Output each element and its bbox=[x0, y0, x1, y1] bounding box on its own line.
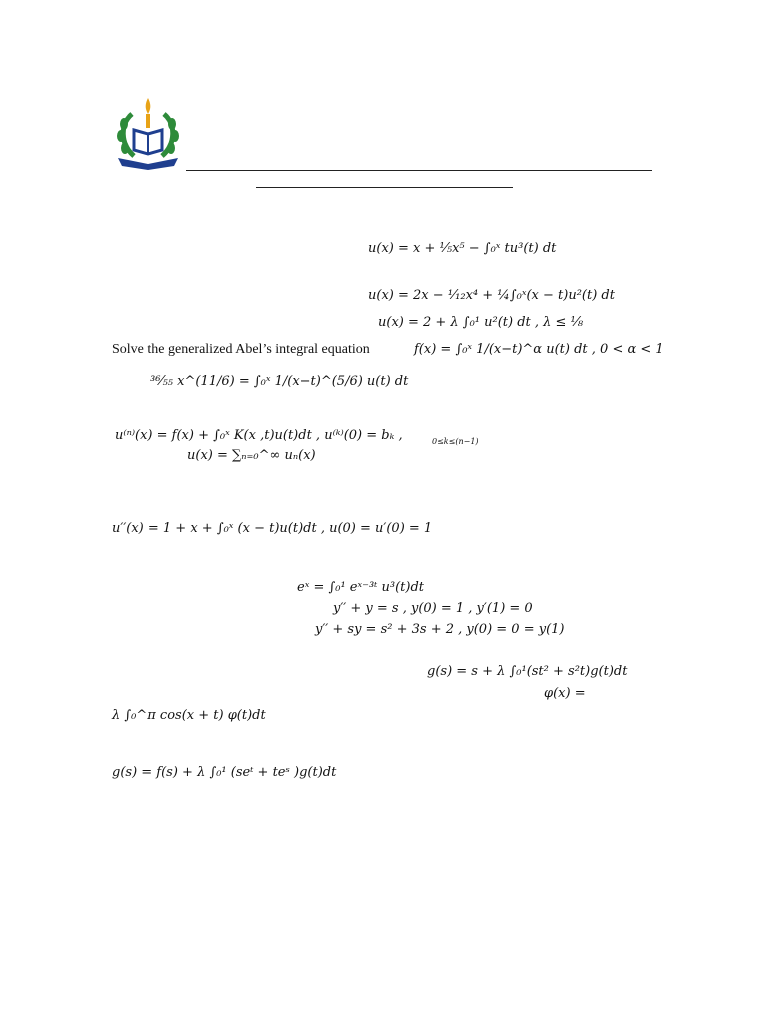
equation-10: y′′ + sy = s² + 3s + 2 , y(0) = 0 = y(1) bbox=[315, 622, 565, 637]
abel-instruction-text: Solve the generalized Abel’s integral equation bbox=[112, 342, 370, 357]
equation-7: u′′(x) = 1 + x + ∫₀ˣ (x − t)u(t)dt , u(0) = u′(0) = 1 bbox=[112, 521, 433, 536]
equation-13: g(s) = f(s) + λ ∫₀¹ (seᵗ + teˢ )g(t)dt bbox=[112, 765, 337, 780]
header-rule-short bbox=[256, 187, 513, 188]
university-book-laurel-logo-icon bbox=[110, 94, 186, 170]
equation-12-lhs: φ(x) = bbox=[544, 686, 586, 701]
equation-5-condition: 0≤k≤(n−1) bbox=[432, 437, 479, 446]
equation-3: u(x) = 2 + λ ∫₀¹ u²(t) dt , λ ≤ ⅛ bbox=[378, 315, 584, 330]
equation-2: u(x) = 2x − ¹⁄₁₂x⁴ + ¼∫₀ˣ(x − t)u²(t) dt bbox=[368, 288, 615, 303]
equation-4: ³⁶⁄₅₅ x^(11/6) = ∫₀ˣ 1/(x−t)^(5/6) u(t) dt bbox=[150, 374, 409, 389]
equation-8: eˣ = ∫₀¹ eˣ⁻³ᵗ u³(t)dt bbox=[297, 580, 425, 595]
abel-equation: f(x) = ∫₀ˣ 1/(x−t)^α u(t) dt , 0 < α < 1 bbox=[414, 342, 664, 357]
university-logo bbox=[110, 94, 186, 170]
equation-6: u(x) = ∑ₙ₌₀^∞ uₙ(x) bbox=[187, 448, 316, 463]
header-rule-long bbox=[186, 170, 652, 171]
equation-1: u(x) = x + ⅕x⁵ − ∫₀ˣ tu³(t) dt bbox=[368, 241, 557, 256]
equation-5: u⁽ⁿ⁾(x) = f(x) + ∫₀ˣ K(x ,t)u(t)dt , u⁽ᵏ⁾(0) = bₖ , bbox=[115, 428, 403, 443]
equation-9: y′′ + y = s , y(0) = 1 , y′(1) = 0 bbox=[333, 601, 533, 616]
equation-11: g(s) = s + λ ∫₀¹(st² + s²t)g(t)dt bbox=[427, 664, 628, 679]
equation-12-rhs: λ ∫₀^π cos(x + t) φ(t)dt bbox=[112, 708, 266, 723]
